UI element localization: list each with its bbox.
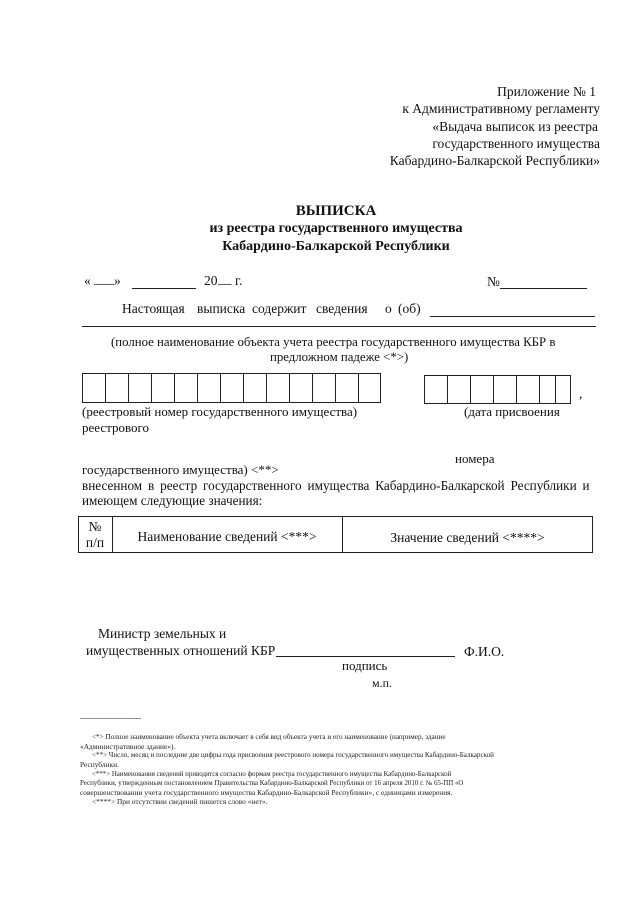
date-digit-cell[interactable] — [447, 375, 471, 404]
registry-digit-cell[interactable] — [128, 373, 152, 403]
number-label: № — [487, 274, 500, 289]
assignment-date-caption-2: номера — [455, 451, 495, 466]
appendix-line-2: к Административному регламенту — [402, 101, 600, 116]
object-name-blank-2 — [82, 326, 596, 327]
date-digit-cell[interactable] — [555, 375, 571, 404]
registry-digit-cell[interactable] — [105, 373, 129, 403]
property-caption: государственного имущества) <**> — [82, 462, 279, 477]
date-year-blank: __ — [218, 271, 232, 286]
registry-digit-cell[interactable] — [174, 373, 198, 403]
date-close-quote: » — [114, 273, 121, 288]
date-digit-cell[interactable] — [516, 375, 540, 404]
footnote-3c: совершенствовании учета государственного имущества Кабардино-Балкарской Республики», с единицами измерения. — [80, 788, 453, 797]
date-digit-cell[interactable] — [470, 375, 494, 404]
date-digit-cell[interactable] — [493, 375, 517, 404]
signer-fio: Ф.И.О. — [464, 644, 505, 659]
stamp-label: м.п. — [372, 676, 393, 690]
intro-word-6: (об) — [398, 301, 421, 316]
signer-role-2: имущественных отношений КБР — [86, 643, 276, 658]
registry-digit-cell[interactable] — [358, 373, 381, 403]
registry-digit-cell[interactable] — [289, 373, 313, 403]
registry-digit-cell[interactable] — [197, 373, 221, 403]
footnote-1a: <*> Полное наименование объекта учета включает в себя вид объекта учета и его наименование (например, здание — [92, 733, 446, 741]
footnote-separator: ------------------------------ — [80, 714, 141, 722]
intro-word-5: о — [385, 301, 392, 316]
title-sub-2: Кабардино-Балкарской Республики — [222, 239, 450, 254]
date-open-quote: « — [84, 273, 91, 288]
footnote-3a: <***> Наименования сведений приводятся согласно формам реестра государственного имущества Кабардино-Балкарской — [92, 771, 452, 778]
date-year-suffix: г. — [235, 273, 243, 288]
table-header-no-2: п/п — [85, 535, 105, 550]
appendix-line-1: Приложение № 1 — [497, 84, 596, 99]
footnote-4: <****> При отсутствии сведений пишется слово «нет». — [92, 797, 268, 806]
entered-line: внесенном в реестр государственного имущества Кабардино-Балкарской Республики и — [82, 478, 590, 493]
footnote-2a: <**> Число, месяц и последние две цифры года присвоения реестрового номера государственного имущества Кабардино-Балкарской — [92, 751, 494, 759]
registry-number-caption: (реестровый номер государственного имущества) — [82, 404, 358, 419]
intro-word-2: выписка — [197, 301, 246, 316]
registry-digit-cell[interactable] — [82, 373, 106, 403]
registry-number-caption-2: реестрового — [82, 420, 150, 435]
signer-role-1: Министр земельных и — [98, 626, 227, 641]
registry-digit-cell[interactable] — [151, 373, 175, 403]
intro-word-3: содержит — [252, 301, 307, 316]
registry-digit-cell[interactable] — [243, 373, 267, 403]
object-name-caption-1: (полное наименование объекта учета реестра государственного имущества КБР в — [111, 335, 556, 349]
date-digit-cell[interactable] — [539, 375, 556, 404]
registry-digit-cell[interactable] — [220, 373, 244, 403]
registry-digit-cell[interactable] — [335, 373, 359, 403]
appendix-line-4: государственного имущества — [432, 136, 600, 151]
date-digit-cell[interactable] — [424, 375, 448, 404]
title-sub-1: из реестра государственного имущества — [209, 221, 463, 236]
date-comma: , — [579, 386, 583, 401]
object-name-caption-2: предложном падеже <*>) — [270, 350, 409, 364]
table-header-name: Наименование сведений <***> — [137, 529, 317, 544]
intro-word-4: сведения — [316, 301, 368, 316]
object-name-blank-1 — [430, 316, 595, 317]
intro-word-1: Настоящая — [122, 301, 185, 316]
appendix-line-3: «Выдача выписок из реестра — [432, 119, 598, 134]
registry-digit-cell[interactable] — [312, 373, 336, 403]
appendix-line-5: Кабардино-Балкарской Республики» — [389, 153, 600, 168]
date-day-blank: ___ — [94, 271, 115, 286]
table-header-value: Значение сведений <****> — [390, 530, 545, 545]
registry-digit-cell[interactable] — [266, 373, 290, 403]
title-main: ВЫПИСКА — [295, 203, 377, 219]
number-blank — [500, 288, 587, 289]
footnote-1b: «Административное здание»). — [80, 742, 176, 751]
assignment-date-caption: (дата присвоения — [464, 404, 560, 419]
table-header-no-1: № — [88, 519, 102, 534]
date-year-prefix: 20 — [204, 273, 218, 288]
date-month-blank — [132, 288, 196, 289]
signature-blank — [276, 656, 455, 657]
footnote-2b: Республики. — [80, 760, 119, 769]
signature-label: подпись — [342, 658, 388, 673]
footnote-3b: Республики, утвержденным постановлением Правительства Кабардино-Балкарской Республики от 16 апреля 2010 г. № 65-ПП «О — [80, 779, 464, 787]
values-line: имеющем следующие значения: — [82, 493, 263, 508]
